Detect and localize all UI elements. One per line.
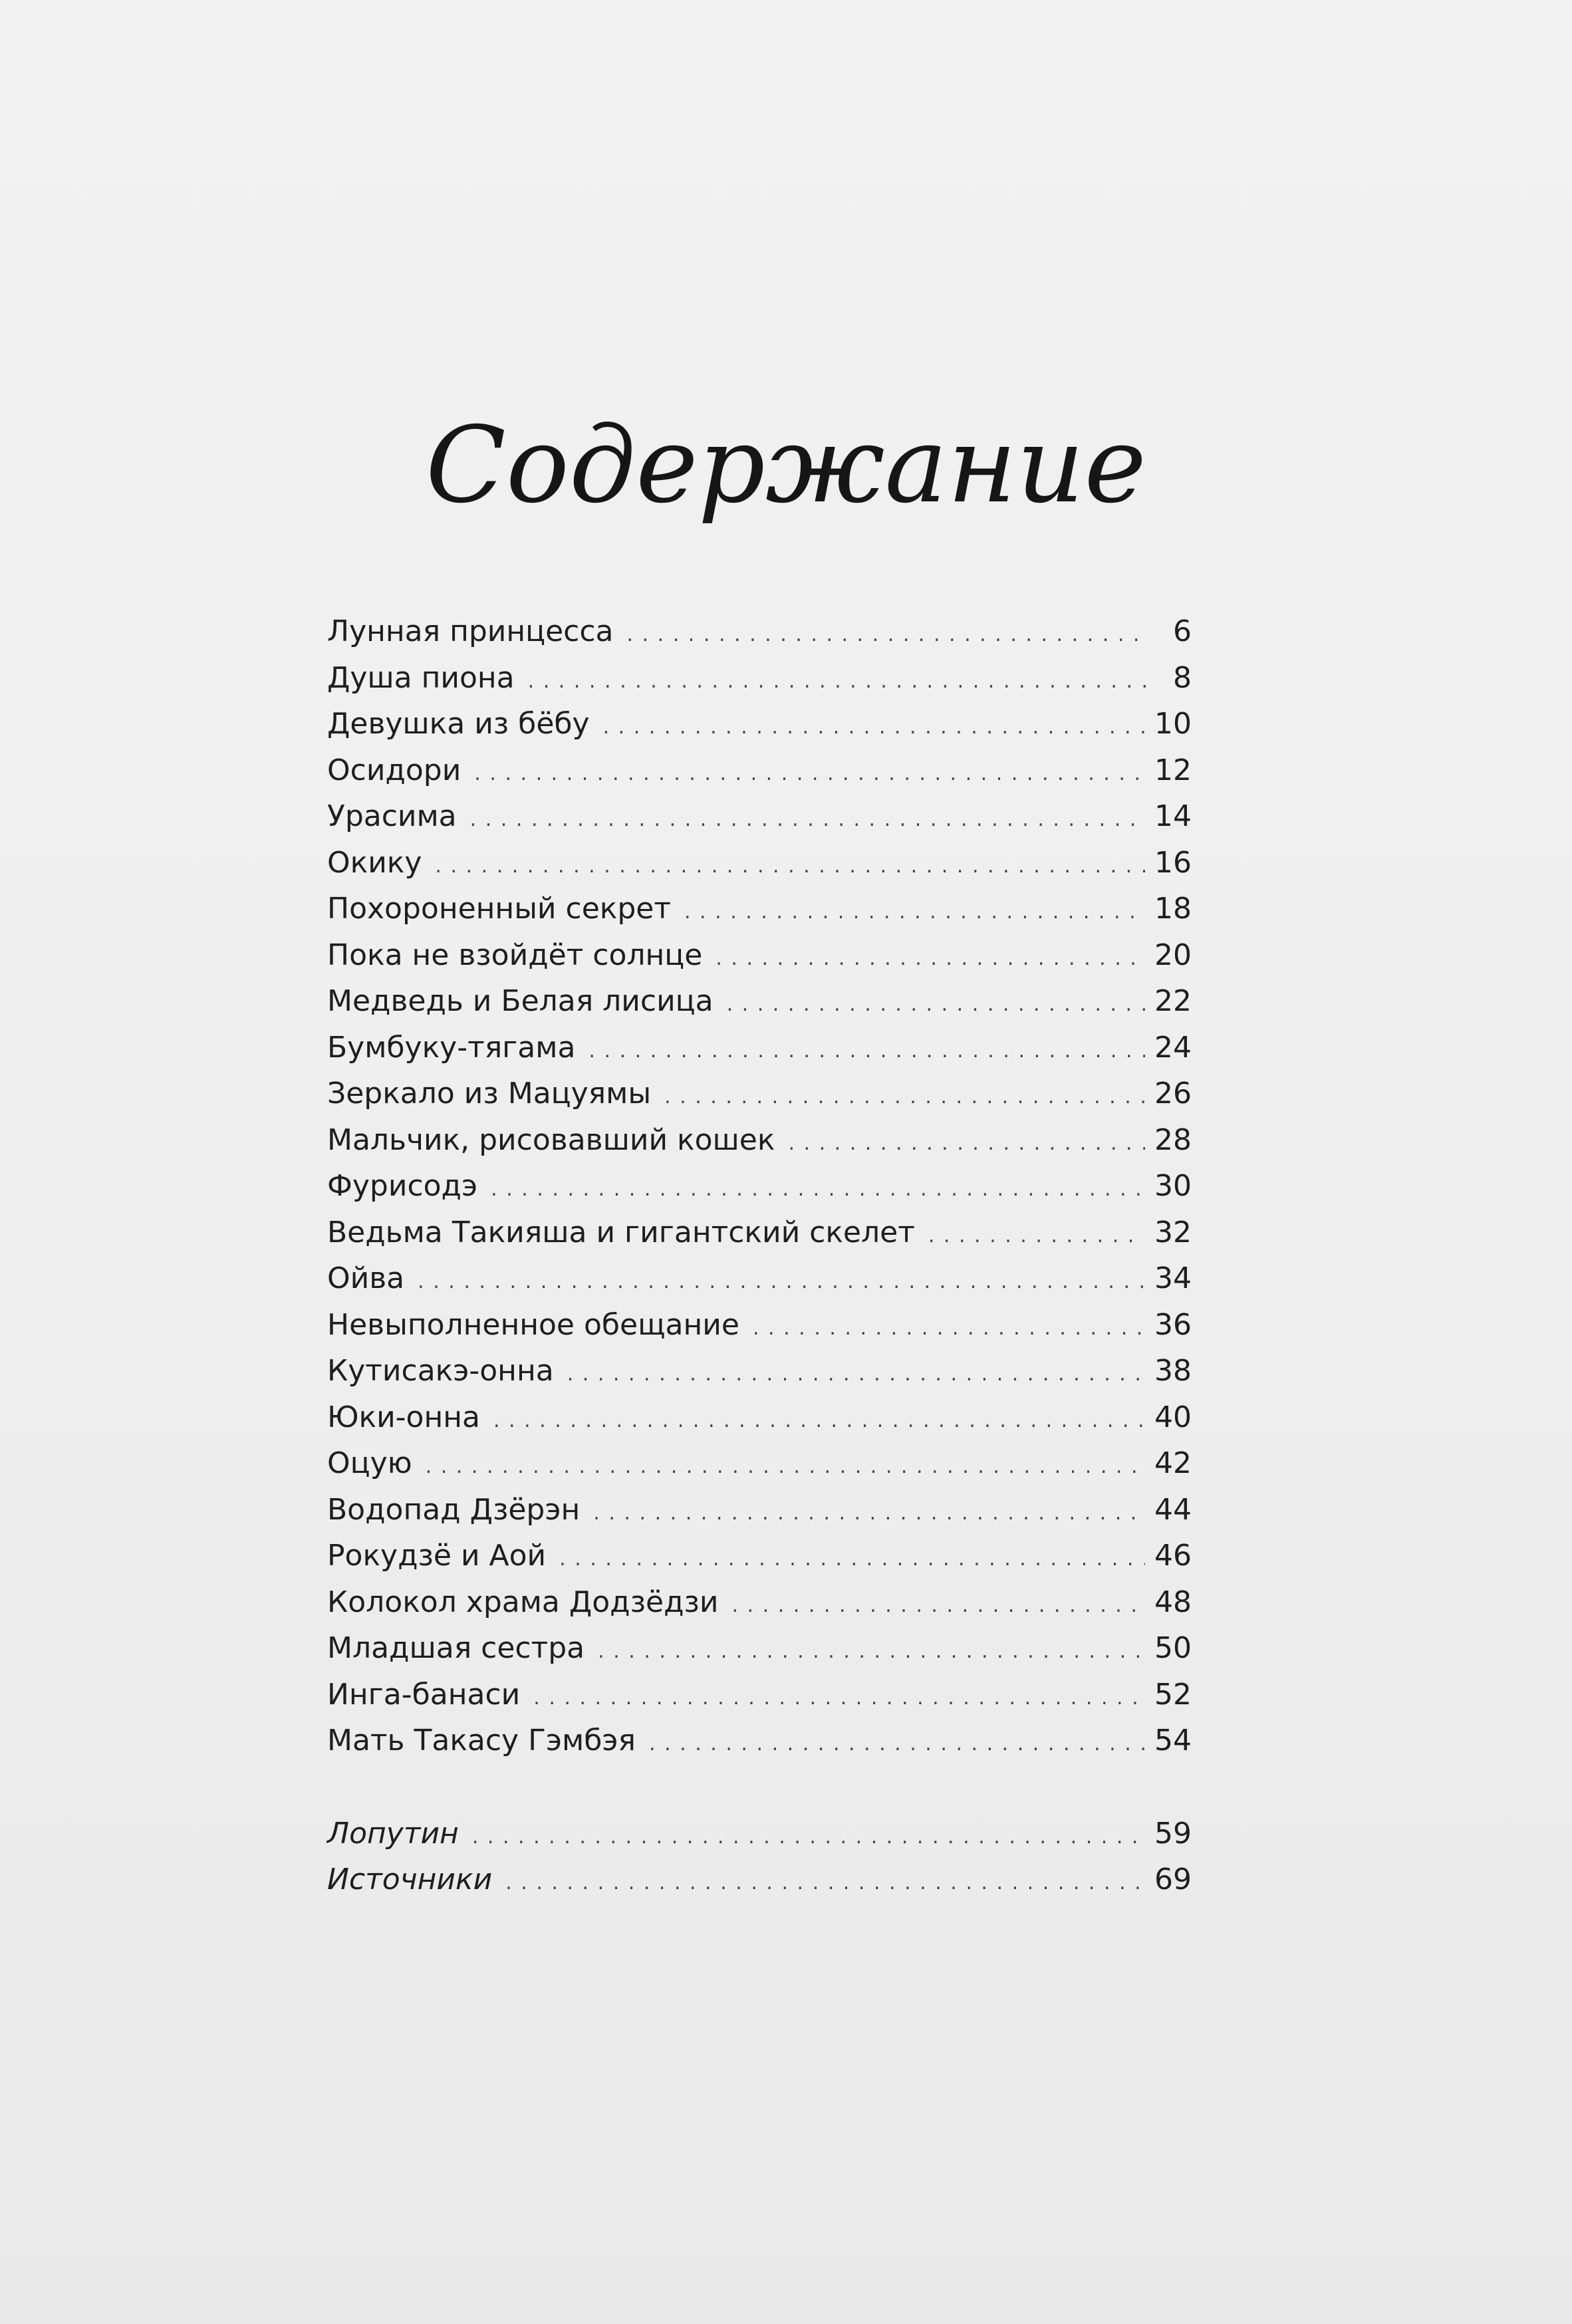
toc-dot-leader: [589, 1028, 1145, 1075]
toc-entry[interactable]: [327, 840, 1192, 886]
toc-entry[interactable]: [327, 1117, 1192, 1164]
toc-entry[interactable]: [327, 1210, 1192, 1256]
toc-entry-title: Фурисодэ: [327, 1169, 478, 1203]
toc-dot-leader: [567, 1351, 1145, 1398]
toc-entry[interactable]: [327, 932, 1192, 979]
toc-entry-title: Невыполненное обещание: [327, 1307, 739, 1342]
toc-dot-leader: [788, 1120, 1145, 1167]
toc-entry-page-number: 12: [1154, 753, 1192, 787]
toc-entry[interactable]: [327, 1440, 1192, 1487]
toc-dot-leader: [727, 981, 1145, 1028]
toc-entry-page-number: 42: [1154, 1446, 1192, 1480]
toc-entry-title: Мать Такасу Гэмбэя: [327, 1724, 636, 1757]
toc-dot-leader: [753, 1305, 1145, 1352]
toc-entry[interactable]: [327, 1302, 1192, 1349]
toc-entry[interactable]: [327, 1163, 1192, 1210]
toc-entry-title: Рокудзё и Аой: [327, 1539, 547, 1573]
toc-entry[interactable]: [327, 608, 1192, 655]
toc-entry-page-number: 28: [1154, 1122, 1192, 1157]
toc-dot-leader: [593, 1490, 1145, 1537]
toc-entry[interactable]: [327, 1071, 1192, 1117]
toc-entry-title: Юки-онна: [327, 1400, 480, 1434]
toc-entry-title: Колокол храма Додзёдзи: [327, 1585, 719, 1619]
toc-main-list: [327, 608, 1192, 1764]
toc-entry[interactable]: [327, 1811, 1192, 1857]
toc-entry-page-number: 54: [1154, 1724, 1192, 1757]
toc-entry-title: Осидори: [327, 753, 461, 787]
toc-entry[interactable]: [327, 655, 1192, 702]
toc-entry-page-number: 40: [1154, 1400, 1192, 1434]
toc-dot-leader: [684, 889, 1145, 936]
toc-entry-page-number: 52: [1154, 1677, 1192, 1712]
toc-entry-page-number: 50: [1154, 1631, 1192, 1665]
toc-entry[interactable]: [327, 978, 1192, 1025]
toc-entry[interactable]: [327, 1394, 1192, 1441]
toc-entry[interactable]: [327, 1487, 1192, 1533]
toc-separator: [327, 1764, 1192, 1811]
toc-entry[interactable]: [327, 1025, 1192, 1071]
toc-entry-page-number: 26: [1154, 1077, 1192, 1110]
toc-entry-title: Инга-банаси: [327, 1677, 521, 1712]
toc-dot-leader: [731, 1583, 1145, 1629]
toc-entry[interactable]: [327, 886, 1192, 932]
toc-entry-page-number: 48: [1154, 1585, 1192, 1619]
toc-dot-leader: [928, 1213, 1145, 1259]
toc-dot-leader: [533, 1675, 1145, 1722]
toc-dot-leader: [716, 936, 1145, 982]
toc-dot-leader: [474, 751, 1145, 797]
toc-dot-leader: [491, 1166, 1145, 1213]
toc-dot-leader: [559, 1536, 1145, 1583]
toc-entry-page-number: 6: [1173, 614, 1192, 648]
toc-entry[interactable]: [327, 1625, 1192, 1672]
toc-entry-page-number: 34: [1154, 1261, 1192, 1295]
toc-dot-leader: [435, 843, 1145, 890]
toc-entry-title: Похороненный секрет: [327, 892, 671, 926]
toc-entry[interactable]: [327, 1579, 1192, 1626]
toc-entry[interactable]: [327, 1718, 1192, 1764]
toc-entry-title: Лунная принцесса: [327, 614, 614, 648]
toc-entry-page-number: 30: [1154, 1169, 1192, 1203]
toc-dot-leader: [598, 1628, 1145, 1675]
toc-entry[interactable]: [327, 1533, 1192, 1579]
toc-entry-title: Ойва: [327, 1261, 405, 1295]
page-title: Содержание: [426, 404, 1146, 527]
toc-entry-title: Медведь и Белая лисица: [327, 984, 714, 1018]
toc-entry-title: Мальчик, рисовавший кошек: [327, 1122, 775, 1157]
toc-dot-leader: [493, 1398, 1145, 1444]
toc-entry-page-number: 24: [1154, 1030, 1192, 1065]
toc-entry[interactable]: [327, 793, 1192, 840]
toc-entry-title: Оцую: [327, 1446, 412, 1480]
toc-entry-page-number: 16: [1154, 845, 1192, 880]
toc-entry[interactable]: [327, 1857, 1192, 1903]
toc-entry-title: Бумбуку-тягама: [327, 1030, 576, 1065]
toc-entry-title: Зеркало из Мацуямы: [327, 1077, 652, 1110]
toc-entry[interactable]: [327, 1255, 1192, 1302]
table-of-contents: [327, 608, 1192, 1903]
toc-dot-leader: [603, 704, 1145, 751]
toc-entry-title: Лопутин: [327, 1816, 459, 1851]
toc-entry-title: Кутисакэ-онна: [327, 1354, 554, 1388]
toc-entry-title: Девушка из бёбу: [327, 707, 590, 741]
toc-dot-leader: [627, 612, 1149, 658]
toc-entry[interactable]: [327, 701, 1192, 747]
toc-entry-page-number: 10: [1154, 707, 1192, 741]
toc-entry-page-number: 32: [1154, 1215, 1192, 1249]
toc-entry-title: Урасима: [327, 799, 457, 833]
toc-entry-page-number: 14: [1154, 799, 1192, 833]
toc-dot-leader: [649, 1721, 1145, 1767]
toc-entry-title: Младшая сестра: [327, 1631, 585, 1665]
toc-entry-page-number: 18: [1154, 892, 1192, 926]
toc-entry-page-number: 69: [1154, 1863, 1192, 1896]
toc-entry-page-number: 38: [1154, 1354, 1192, 1388]
toc-dot-leader: [418, 1259, 1145, 1305]
toc-dot-leader: [505, 1860, 1145, 1906]
toc-entry-page-number: 36: [1154, 1307, 1192, 1342]
toc-dot-leader: [472, 1814, 1145, 1861]
toc-dot-leader: [528, 658, 1149, 705]
toc-entry-title: Душа пиона: [327, 660, 515, 695]
toc-entry-title: Окику: [327, 845, 422, 880]
toc-entry[interactable]: [327, 747, 1192, 794]
toc-extra-list: [327, 1811, 1192, 1903]
toc-dot-leader: [470, 797, 1145, 843]
toc-entry-page-number: 22: [1154, 984, 1192, 1018]
toc-dot-leader: [664, 1074, 1145, 1120]
toc-entry-title: Источники: [327, 1863, 493, 1896]
toc-entry-page-number: 20: [1154, 938, 1192, 972]
toc-entry-title: Ведьма Такияша и гигантский скелет: [327, 1215, 915, 1249]
toc-entry-title: Водопад Дзёрэн: [327, 1492, 581, 1527]
toc-entry-page-number: 59: [1154, 1816, 1192, 1851]
toc-entry[interactable]: [327, 1672, 1192, 1718]
toc-entry[interactable]: [327, 1348, 1192, 1394]
toc-dot-leader: [426, 1444, 1145, 1490]
toc-entry-page-number: 44: [1154, 1492, 1192, 1527]
toc-entry-page-number: 46: [1154, 1539, 1192, 1573]
toc-entry-page-number: 8: [1173, 660, 1192, 695]
toc-entry-title: Пока не взойдёт солнце: [327, 938, 703, 972]
